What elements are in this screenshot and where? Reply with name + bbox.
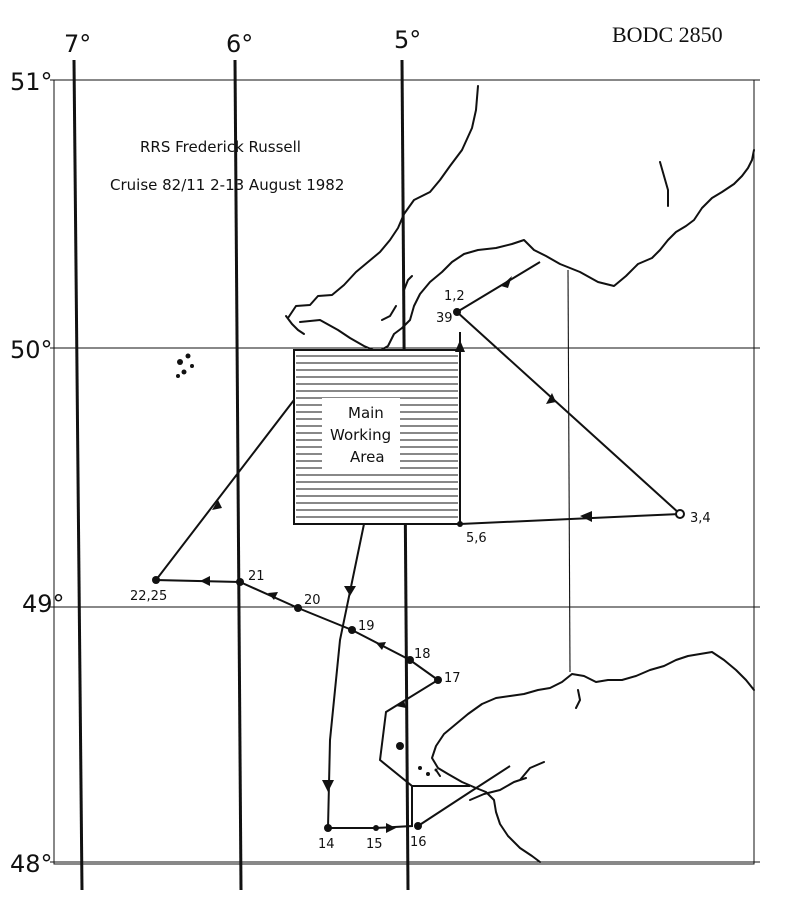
svg-text:5,6: 5,6 [466,531,487,546]
brittany-coast-detail [436,690,580,800]
working-area-label-1: Main [348,404,384,422]
longitude-label-6: 6° [226,30,254,58]
svg-text:22,25: 22,25 [130,589,168,604]
cruise-track [156,262,680,828]
longitude-label-5: 5° [394,26,422,54]
svg-text:39: 39 [436,311,453,326]
latitude-label-50: 50° [10,336,53,364]
station-39 [436,311,453,326]
svg-text:20: 20 [304,593,321,608]
station-3-4 [676,510,711,526]
station-19 [348,619,375,634]
svg-text:18: 18 [414,647,431,662]
brittany-coastline [432,652,754,862]
latitude-label-48: 48° [10,850,53,878]
main-working-area [294,350,460,524]
station-21 [236,569,265,586]
svg-text:14: 14 [318,837,335,852]
working-area-label-2: Working [330,426,392,444]
svg-text:21: 21 [248,569,265,584]
longitude-label-7: 7° [64,30,92,58]
station-20 [294,593,321,612]
dataset-reference: BODC 2850 [612,22,723,47]
working-area-label-3: Area [350,448,385,466]
svg-text:3,4: 3,4 [690,511,711,526]
svg-text:16: 16 [410,835,427,850]
svg-text:19: 19 [358,619,375,634]
station-5-6 [457,521,487,546]
latitude-label-51: 51° [10,68,53,96]
latitude-label-49: 49° [22,590,65,618]
station-17 [434,671,461,686]
station-15 [366,825,383,852]
map-title: RRS Frederick Russell [140,138,301,156]
svg-text:15: 15 [366,837,383,852]
meridian-4 [568,270,570,672]
meridian-7 [74,60,82,890]
ushant-isles [396,742,438,776]
cornwall-coastline [288,86,754,352]
svg-text:17: 17 [444,671,461,686]
map-subtitle: Cruise 82/11 2-13 August 1982 [110,176,345,194]
scilly-isles [176,354,194,379]
svg-text:1,2: 1,2 [444,289,465,304]
station-18 [406,647,431,664]
